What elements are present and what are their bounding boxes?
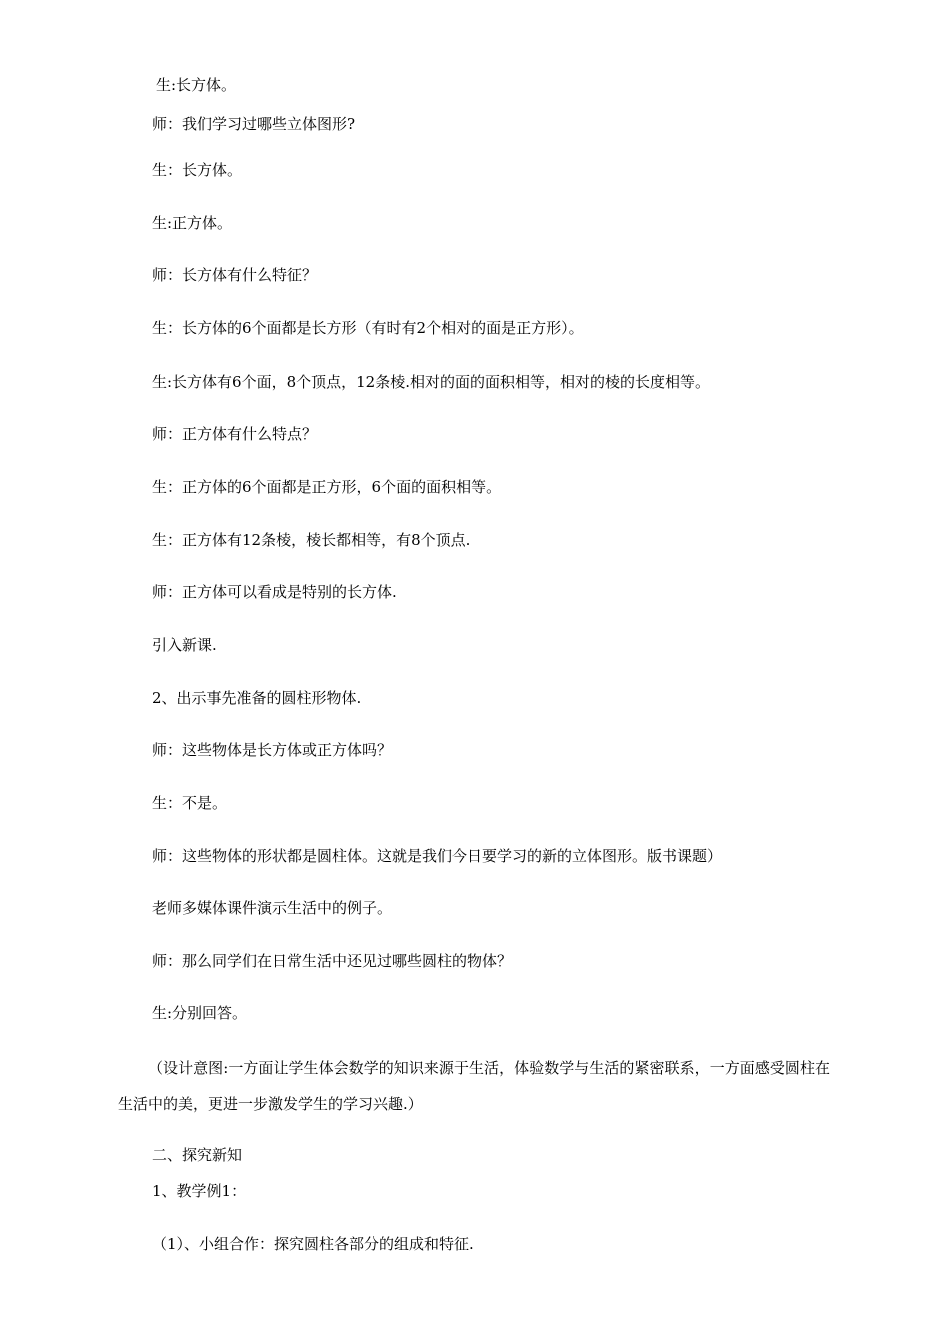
dialogue-line: 引入新课. — [152, 636, 217, 654]
dialogue-line: 生：长方体的6个面都是长方形（有时有2个相对的面是正方形）。 — [152, 319, 584, 337]
dialogue-line: 老师多媒体课件演示生活中的例子。 — [152, 899, 393, 917]
dialogue-line: 师：我们学习过哪些立体图形? — [152, 115, 356, 133]
dialogue-line: 师：这些物体是长方体或正方体吗？ — [152, 741, 393, 759]
dialogue-line: 生：长方体。 — [152, 161, 243, 179]
dialogue-line: 生：不是。 — [152, 794, 228, 812]
dialogue-line: 2、出示事先准备的圆柱形物体. — [152, 689, 362, 707]
dialogue-line: 师：正方体有什么特点？ — [152, 425, 318, 443]
dialogue-line: 师：那么同学们在日常生活中还见过哪些圆柱的物体？ — [152, 952, 513, 970]
dialogue-line: 生:长方体。 — [156, 76, 237, 94]
dialogue-line: 师：这些物体的形状都是圆柱体。这就是我们今日要学习的新的立体图形。版书课题） — [152, 847, 723, 865]
dialogue-line: 师：正方体可以看成是特别的长方体. — [152, 583, 397, 601]
dialogue-line: 师：长方体有什么特征？ — [152, 266, 318, 284]
design-note-paragraph: （设计意图:一方面让学生体会数学的知识来源于生活，体验数学与生活的紧密联系，一方面感受圆柱在生活中的美，更进一步激发学生的学习兴趣.） — [118, 1059, 830, 1113]
task-line: （1）、小组合作：探究圆柱各部分的组成和特征. — [152, 1235, 474, 1253]
dialogue-line: 生：正方体的6个面都是正方形，6个面的面积相等。 — [152, 478, 502, 496]
dialogue-line: 生:正方体。 — [152, 214, 233, 232]
dialogue-line: 生：正方体有12条棱，棱长都相等，有8个顶点. — [152, 531, 471, 549]
section-heading: 二、探究新知 — [152, 1146, 243, 1164]
dialogue-line: 生:长方体有6个面，8个顶点，12条棱.相对的面的面积相等，相对的棱的长度相等。 — [152, 373, 710, 391]
dialogue-line: 生:分别回答。 — [152, 1004, 248, 1022]
subsection-heading: 1、教学例1： — [152, 1182, 247, 1200]
